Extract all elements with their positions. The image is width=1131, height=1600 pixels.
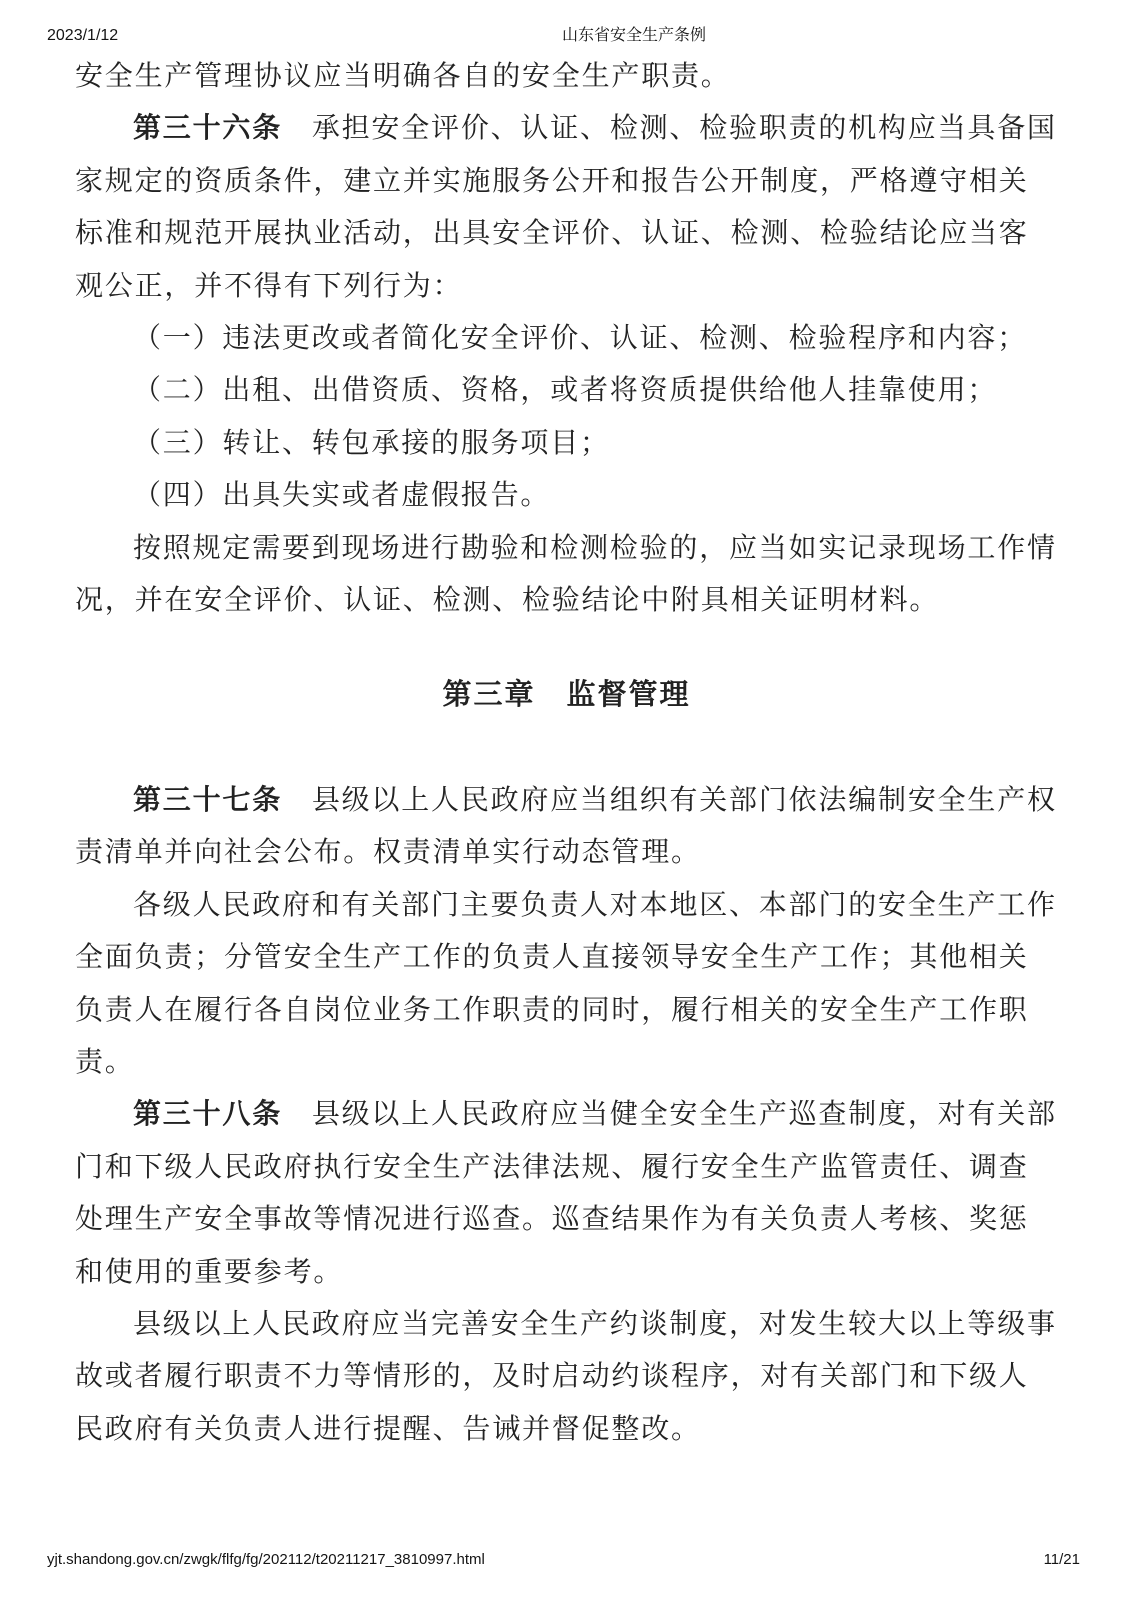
list-item-text: （二）出租、出借资质、资格，或者将资质提供给他人挂靠使用；: [133, 375, 998, 407]
paragraph-text: 安全生产管理协议应当明确各自的安全生产职责。: [75, 61, 731, 92]
document-body: [75, 51, 1058, 1456]
article-number: 第三十七条: [133, 784, 283, 816]
continuation-line: [75, 51, 1058, 103]
paragraph: [75, 523, 1058, 628]
paragraph: [75, 1299, 1058, 1456]
footer-page-number: 11/21: [1043, 1551, 1080, 1568]
header-date: 2023/1/12: [47, 27, 119, 44]
paragraph-article-36: [75, 103, 1058, 313]
list-item-text: （三）转让、转包承接的服务项目；: [133, 427, 610, 459]
paragraph-text: 县级以上人民政府应当健全安全生产巡查制度，对有关部门和下级人民政府执行安全生产法律法规、履行安全生产监管责任、调查处理生产安全事故等情况进行巡查。巡查结果作为有关负责人考核、奖惩和使用的重要参考。: [75, 1099, 1057, 1288]
list-item-1: [75, 313, 1058, 365]
list-item-text: （四）出具失实或者虚假报告。: [133, 480, 551, 512]
paragraph-text: 县级以上人民政府应当完善安全生产约谈制度，对发生较大以上等级事故或者履行职责不力等情形的，及时启动约谈程序，对有关部门和下级人民政府有关负责人进行提醒、告诫并督促整改。: [75, 1308, 1057, 1445]
paragraph: [75, 880, 1058, 1090]
paragraph-article-37: [75, 775, 1058, 880]
article-number: 第三十八条: [133, 1099, 283, 1131]
paragraph-article-38: [75, 1089, 1058, 1299]
list-item-4: [75, 470, 1058, 522]
list-item-text: （一）违法更改或者简化安全评价、认证、检测、检验程序和内容；: [133, 323, 1028, 355]
chapter-heading: 第三章 监督管理: [442, 679, 691, 712]
paragraph-text: 各级人民政府和有关部门主要负责人对本地区、本部门的安全生产工作全面负责；分管安全生产工作的负责人直接领导安全生产工作；其他相关负责人在履行各自岗位业务工作职责的同时，履行相关的安全生产工作职责。: [75, 889, 1057, 1078]
list-item-3: [75, 418, 1058, 470]
paragraph-text: 按照规定需要到现场进行勘验和检测检验的，应当如实记录现场工作情况，并在安全评价、认证、检测、检验结论中附具相关证明材料。: [75, 532, 1057, 617]
footer-url: yjt.shandong.gov.cn/zwgk/flfg/fg/202112/t20211217_3810997.html: [47, 1551, 485, 1568]
header-title: 山东省安全生产条例: [562, 27, 707, 44]
paragraph-text: 县级以上人民政府应当组织有关部门依法编制安全生产权责清单并向社会公布。权责清单实行动态管理。: [75, 784, 1057, 869]
list-item-2: [75, 365, 1058, 417]
paragraph-text: 承担安全评价、认证、检测、检验职责的机构应当具备国家规定的资质条件，建立并实施服务公开和报告公开制度，严格遵守相关标准和规范开展执业活动，出具安全评价、认证、检测、检验结论应当客观公正，并不得有下列行为：: [75, 113, 1057, 302]
article-number: 第三十六条: [133, 113, 283, 145]
